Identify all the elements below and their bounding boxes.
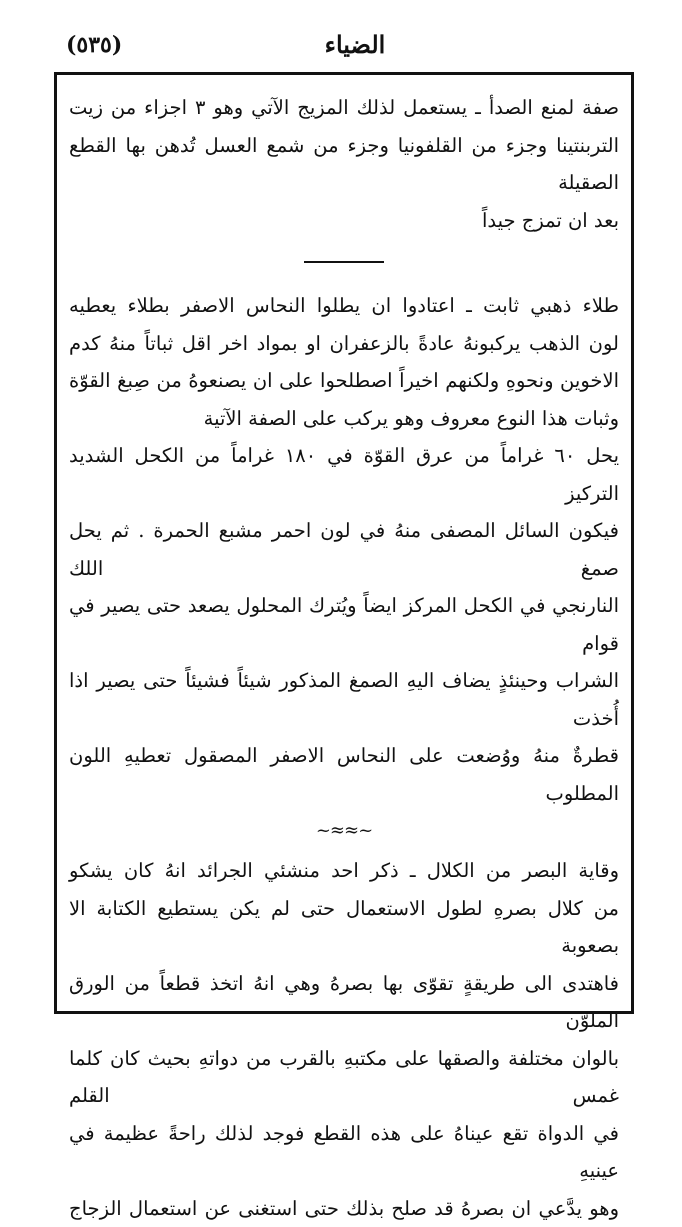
text-line: فيكون السائل المصفى منهُ في لون احمر مشبع الحمرة . ثم يحل صمغ اللك [69, 512, 619, 587]
text-line: وثبات هذا النوع معروف وهو يركب على الصفة الآتية [69, 400, 619, 438]
text-line: الاخوين ونحوهِ ولكنهم اخيراً اصطلحوا على ان يصنعوهُ من صِبغ القوّة [69, 362, 619, 400]
text-line: الشراب وحينئذٍ يضاف اليهِ الصمغ المذكور شيئاً فشيئاً حتى يصير اذا أُخذت [69, 662, 619, 737]
text-line: التربنتينا وجزء من القلفونيا وجزء من شمع العسل تُدهن بها القطع الصقيلة [69, 127, 619, 202]
section-gold-coating [69, 287, 619, 812]
ornament-divider: ~≈≈~ [304, 822, 384, 840]
text-line: من كلال بصرهِ لطول الاستعمال حتى لم يكن يستطيع الكتابة الا بصعوبة [69, 890, 619, 965]
page-header [0, 0, 682, 80]
running-title: الضياء [300, 30, 410, 59]
text-line: وقاية البصر من الكلال ـ ذكر احد منشئي الجرائد انهُ كان يشكو [69, 852, 619, 890]
text-line: فاهتدى الى طريقةٍ تقوّى بها بصرهُ وهي انهُ اتخذ قطعاً من الورق الملوّن [69, 965, 619, 1040]
text-line: وهو يدَّعي ان بصرهُ قد صلح بذلك حتى استغنى عن استعمال الزجاج [69, 1190, 619, 1227]
text-line: بالوان مختلفة والصقها على مكتبهِ بالقرب من دواتهِ بحيث كان كلما غمس القلم [69, 1040, 619, 1115]
text-line: لون الذهب يركبونهُ عادةً بالزعفران او بمواد اخر اقل ثباتاً منهُ كدم [69, 325, 619, 363]
text-line: النارنجي في الكحل المركز ايضاً ويُترك المحلول يصعد حتى يصير في قوام [69, 587, 619, 662]
text-line: بعد ان تمزج جيداً [69, 202, 619, 240]
text-line: طلاء ذهبي ثابت ـ اعتادوا ان يطلوا النحاس الاصفر بطلاء يعطيه [69, 287, 619, 325]
section-rust-prevention [69, 89, 619, 239]
page-number: (٥٣٥) [66, 32, 122, 58]
text-frame [54, 72, 634, 1014]
article-body [69, 89, 619, 1227]
text-line: يحل ٦٠ غراماً من عرق القوّة في ١٨٠ غراماً من الكحل الشديد التركيز [69, 437, 619, 512]
section-eye-protection [69, 852, 619, 1227]
section-divider [304, 261, 384, 263]
text-line: في الدواة تقع عيناهُ على هذه القطع فوجد لذلك راحةً عظيمة في عينيهِ [69, 1115, 619, 1190]
text-line: صفة لمنع الصدأ ـ يستعمل لذلك المزيج الآتي وهو ٣ اجزاء من زيت [69, 89, 619, 127]
text-line: قطرةٌ منهُ ووُضعت على النحاس الاصفر المصقول تعطيهِ اللون المطلوب [69, 737, 619, 812]
